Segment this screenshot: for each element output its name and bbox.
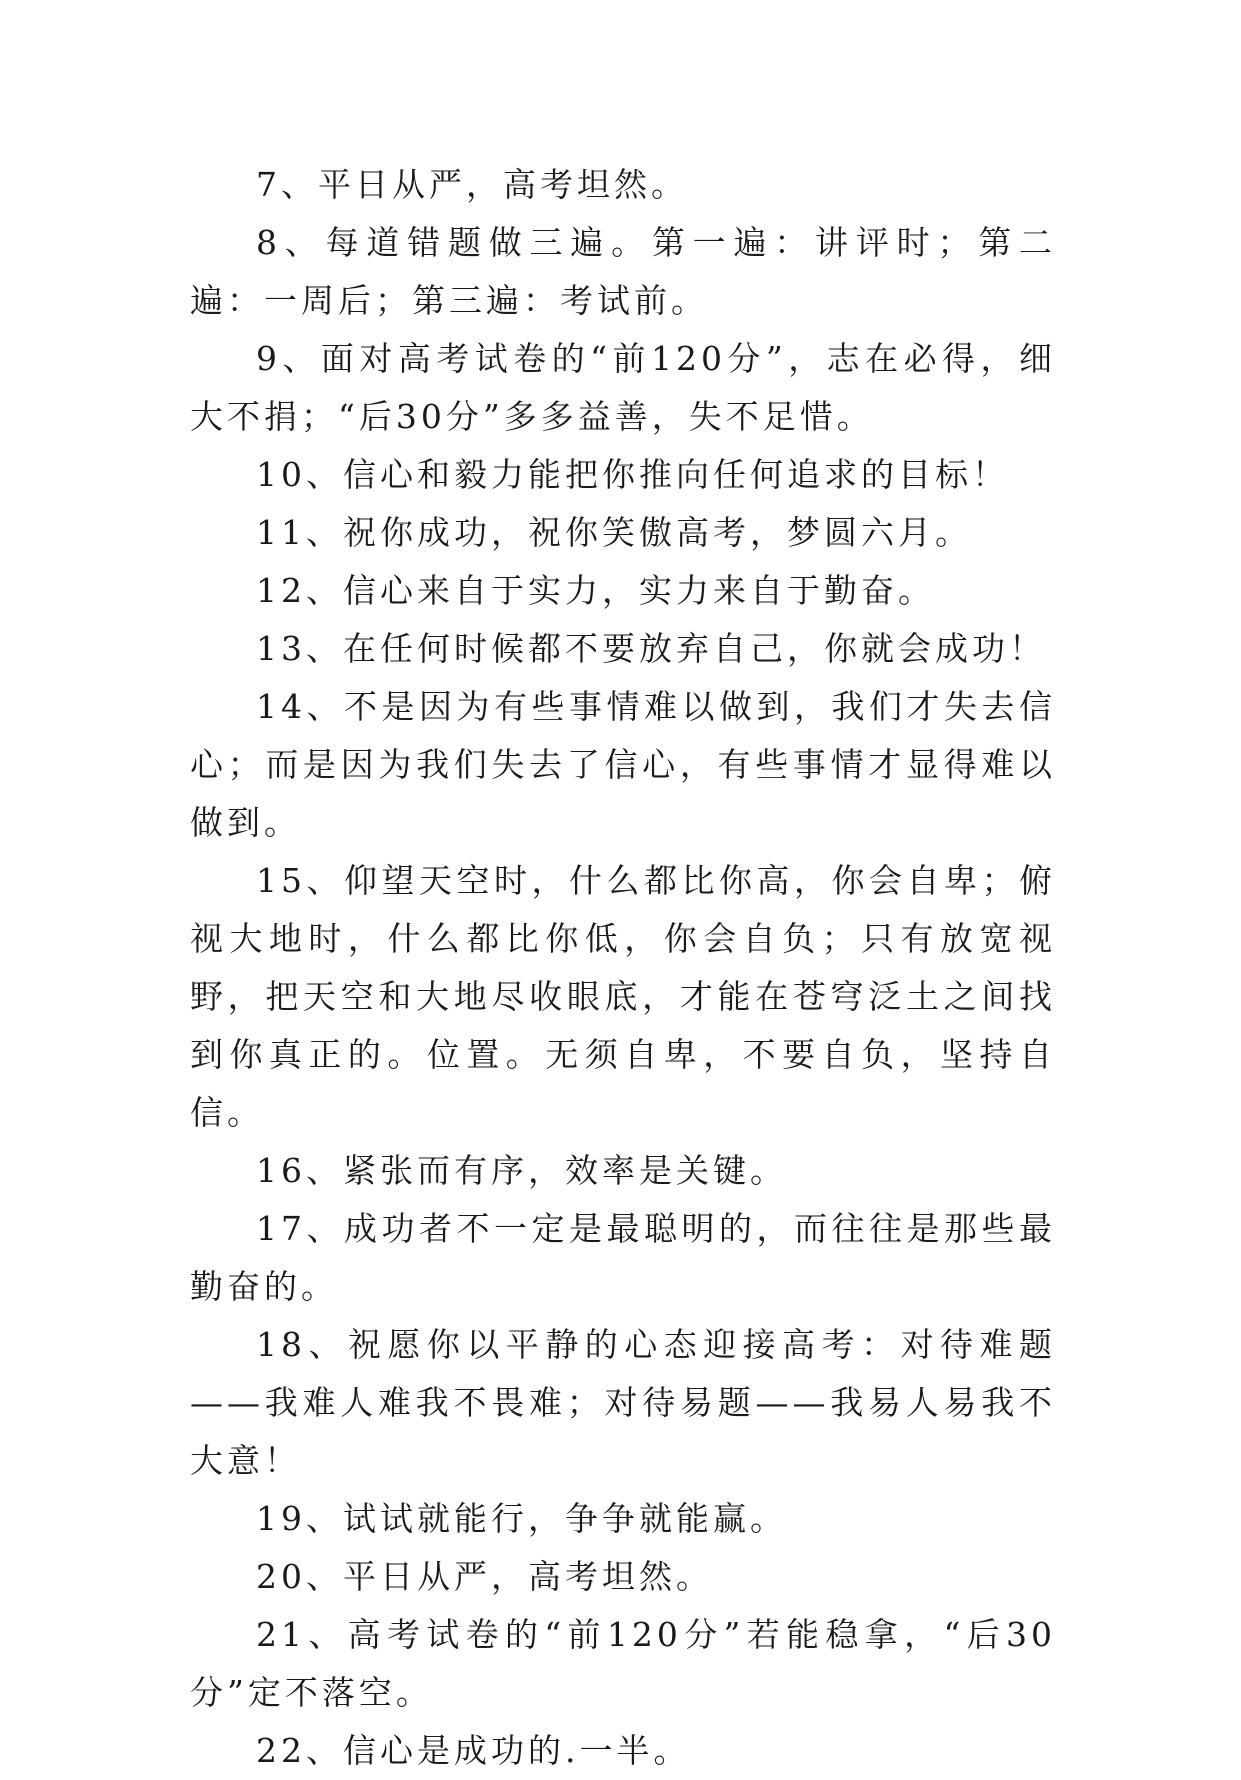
paragraph-14: 14、不是因为有些事情难以做到，我们才失去信心；而是因为我们失去了信心，有些事情才显得难以做到。 xyxy=(190,687,1056,842)
paragraph-20: 20、平日从严，高考坦然。 xyxy=(256,1557,713,1596)
document-body xyxy=(190,156,1056,1780)
paragraph-19: 19、试试就能行，争争就能赢。 xyxy=(256,1499,787,1538)
paragraph-9: 9、面对高考试卷的“前120分”，志在必得，细大不捐；“后30分”多多益善，失不足惜。 xyxy=(190,339,1056,436)
paragraph-10: 10、信心和毅力能把你推向任何追求的目标！ xyxy=(256,455,1009,494)
paragraph-17: 17、成功者不一定是最聪明的，而往往是那些最勤奋的。 xyxy=(190,1209,1056,1306)
paragraph-12: 12、信心来自于实力，实力来自于勤奋。 xyxy=(256,571,935,610)
paragraph-7: 7、平日从严，高考坦然。 xyxy=(256,165,688,204)
paragraph-21: 21、高考试卷的“前120分”若能稳拿，“后30分”定不落空。 xyxy=(190,1615,1056,1712)
paragraph-15: 15、仰望天空时，什么都比你高，你会自卑；俯视大地时，什么都比你低，你会自负；只有放宽视野，把天空和大地尽收眼底，才能在苍穹泛土之间找到你真正的。位置。无须自卑，不要自负，坚持自信。 xyxy=(190,861,1056,1132)
paragraph-11: 11、祝你成功，祝你笑傲高考，梦圆六月。 xyxy=(256,513,972,552)
paragraph-22: 22、信心是成功的.一半。 xyxy=(256,1731,691,1770)
paragraph-16: 16、紧张而有序，效率是关键。 xyxy=(256,1151,787,1190)
paragraph-13: 13、在任何时候都不要放弃自己，你就会成功！ xyxy=(256,629,1046,668)
paragraph-8: 8、每道错题做三遍。第一遍：讲评时；第二遍：一周后；第三遍：考试前。 xyxy=(190,223,1056,320)
paragraph-18: 18、祝愿你以平静的心态迎接高考：对待难题——我难人难我不畏难；对待易题——我易人易我不大意！ xyxy=(190,1325,1056,1480)
